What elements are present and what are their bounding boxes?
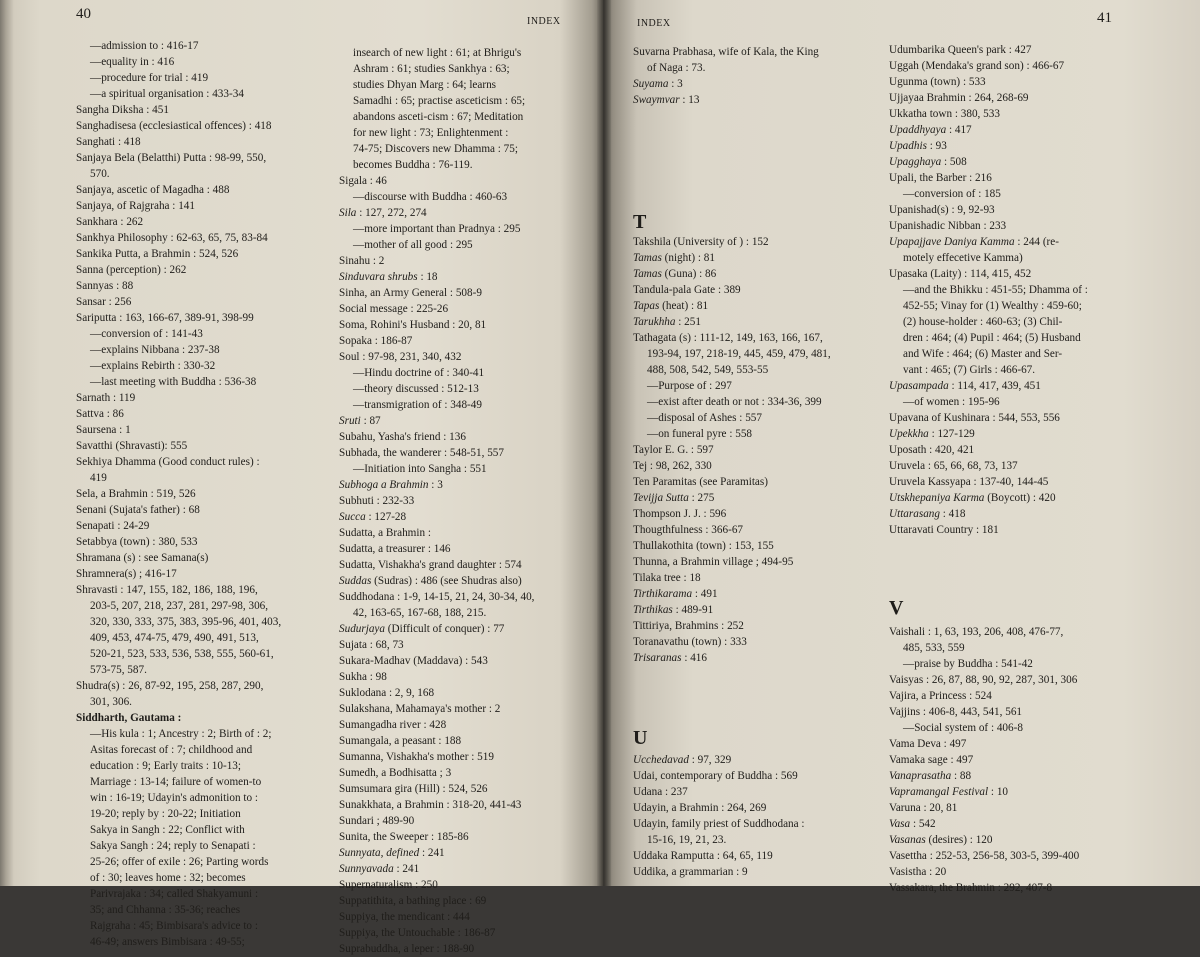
- index-entry: Tirthikas : 489-91: [633, 604, 714, 616]
- index-entry: Sanna (perception) : 262: [76, 264, 187, 276]
- index-entry: Asitas forecast of : 7; childhood and: [90, 744, 253, 756]
- index-entry: motely effecetive Kamma): [903, 252, 1023, 264]
- index-entry: Uruvela Kassyapa : 137-40, 144-45: [889, 476, 1049, 488]
- right-page: [603, 0, 1200, 894]
- section-letter-u: U: [633, 727, 648, 749]
- index-entry: Saursena : 1: [76, 424, 131, 436]
- index-entry: Tapas (heat) : 81: [633, 300, 709, 312]
- index-entry: 301, 306.: [90, 696, 132, 708]
- index-entry: Sudurjaya (Difficult of conquer) : 77: [339, 623, 505, 635]
- index-entry: Shudra(s) : 26, 87-92, 195, 258, 287, 290,: [76, 680, 264, 692]
- index-entry: Vapramangal Festival : 10: [889, 786, 1009, 798]
- index-entry: 193-94, 197, 218-19, 445, 459, 479, 481,: [647, 348, 831, 360]
- index-entry: Tandula-pala Gate : 389: [633, 284, 741, 296]
- index-column-right-1-top: [633, 44, 873, 108]
- index-entry: 74-75; Discovers new Dhamma : 75;: [353, 143, 518, 155]
- index-entry: 42, 163-65, 167-68, 188, 215.: [353, 607, 487, 619]
- index-entry: —equality in : 416: [90, 56, 175, 68]
- index-entry: 520-21, 523, 533, 536, 538, 555, 560-61,: [90, 648, 274, 660]
- index-entry: Ashram : 61; studies Sankhya : 63;: [353, 63, 510, 75]
- index-entry: Vaisyas : 26, 87, 88, 90, 92, 287, 301, 306: [889, 674, 1078, 686]
- index-entry: Supernaturalism : 250: [339, 879, 438, 891]
- index-entry: Sruti : 87: [339, 415, 381, 427]
- index-entry: Sukha : 98: [339, 671, 387, 683]
- index-entry: Uposath : 420, 421: [889, 444, 975, 456]
- index-entry: Sudatta, a Brahmin :: [339, 527, 431, 539]
- index-entry: Suddhodana : 1-9, 14-15, 21, 24, 30-34, 40,: [339, 591, 535, 603]
- index-entry: Thullakothita (town) : 153, 155: [633, 540, 774, 552]
- index-entry: Tevijja Sutta : 275: [633, 492, 715, 504]
- index-entry: Ucchedavad : 97, 329: [633, 754, 732, 766]
- index-entry: Sanghati : 418: [76, 136, 141, 148]
- index-entry: —of women : 195-96: [903, 396, 1000, 408]
- section-letter-v: V: [889, 597, 904, 619]
- index-entry: abandons asceti-cism : 67; Meditation: [353, 111, 524, 123]
- index-entry: win : 16-19; Udayin's admonition to :: [90, 792, 258, 804]
- index-entry: Vaishali : 1, 63, 193, 206, 408, 476-77,: [889, 626, 1064, 638]
- index-entry: studies Dhyan Marg : 64; learns: [353, 79, 497, 91]
- index-entry: Thunna, a Brahmin village ; 494-95: [633, 556, 794, 568]
- index-entry: Sudatta, Vishakha's grand daughter : 574: [339, 559, 522, 571]
- running-head-right: INDEX: [637, 18, 671, 29]
- index-entry: Udayin, a Brahmin : 264, 269: [633, 802, 767, 814]
- index-entry: Siddharth, Gautama :: [76, 712, 182, 724]
- index-column-left-2: [339, 45, 573, 957]
- index-entry: Swaymvar : 13: [633, 94, 700, 106]
- index-entry: Suppatithita, a bathing place : 69: [339, 895, 487, 907]
- index-entry: Upapajjave Daniya Kamma : 244 (re-: [889, 236, 1059, 248]
- index-entry: Vama Deva : 497: [889, 738, 967, 750]
- index-entry: Udai, contemporary of Buddha : 569: [633, 770, 798, 782]
- index-entry: Shramnera(s) ; 416-17: [76, 568, 177, 580]
- index-entry: Rajgraha : 45; Bimbisara's advice to :: [90, 920, 258, 932]
- section-letter-t: T: [633, 211, 647, 233]
- index-entry: vant : 465; (7) Girls : 466-67.: [903, 364, 1036, 376]
- index-entry: Suddas (Sudras) : 486 (see Shudras also): [339, 575, 522, 587]
- index-entry: Upavana of Kushinara : 544, 553, 556: [889, 412, 1060, 424]
- index-entry: 320, 330, 333, 375, 383, 395-96, 401, 403,: [90, 616, 282, 628]
- index-entry: Sakya Sangh : 24; reply to Senapati :: [90, 840, 256, 852]
- index-entry: Sumsumara gira (Hill) : 524, 526: [339, 783, 488, 795]
- index-entry: Vassakara, the Brahmin : 292, 407-8: [889, 882, 1053, 894]
- index-entry: Sattva : 86: [76, 408, 124, 420]
- index-entry: Uttarasang : 418: [889, 508, 966, 520]
- index-entry: Sela, a Brahmin : 519, 526: [76, 488, 196, 500]
- index-entry: Suppiya, the Untouchable : 186-87: [339, 927, 496, 939]
- index-entry: of Naga : 73.: [647, 62, 706, 74]
- index-entry: 409, 453, 474-75, 479, 490, 491, 513,: [90, 632, 259, 644]
- index-column-left-1: [76, 38, 308, 950]
- index-entry: Sujata : 68, 73: [339, 639, 404, 651]
- index-entry: and Wife : 464; (6) Master and Ser-: [903, 348, 1063, 360]
- index-entry: for new light : 73; Enlightenment :: [353, 127, 509, 139]
- index-entry: 570.: [90, 168, 110, 180]
- index-entry: Sukara-Madhav (Maddava) : 543: [339, 655, 488, 667]
- index-entry: Samadhi : 65; practise asceticism : 65;: [353, 95, 526, 107]
- index-entry: Sila : 127, 272, 274: [339, 207, 427, 219]
- page-number-right: 41: [1097, 10, 1112, 26]
- index-entry: —discourse with Buddha : 460-63: [353, 191, 508, 203]
- index-entry: Vajira, a Princess : 524: [889, 690, 992, 702]
- index-entry: Sanjaya, ascetic of Magadha : 488: [76, 184, 230, 196]
- index-entry: Sinduvara shrubs : 18: [339, 271, 438, 283]
- index-entry: Uruvela : 65, 66, 68, 73, 137: [889, 460, 1018, 472]
- index-entry: Sarnath : 119: [76, 392, 136, 404]
- index-entry: Tirthikarama : 491: [633, 588, 718, 600]
- index-entry: (2) house-holder : 460-63; (3) Chil-: [903, 316, 1063, 328]
- index-entry: Upekkha : 127-129: [889, 428, 975, 440]
- index-entry: Sakya in Sangh : 22; Conflict with: [90, 824, 245, 836]
- index-entry: Taylor E. G. : 597: [633, 444, 714, 456]
- index-entry: Sunakkhata, a Brahmin : 318-20, 441-43: [339, 799, 522, 811]
- index-entry: —a spiritual organisation : 433-34: [90, 88, 244, 100]
- index-entry: Upagghaya : 508: [889, 156, 967, 168]
- index-entry: Vamaka sage : 497: [889, 754, 974, 766]
- index-entry: 419: [90, 472, 107, 484]
- index-entry: Upanishad(s) : 9, 92-93: [889, 204, 995, 216]
- index-entry: Varuna : 20, 81: [889, 802, 958, 814]
- index-entry: Tamas (night) : 81: [633, 252, 715, 264]
- index-entry: —explains Nibbana : 237-38: [90, 344, 220, 356]
- index-entry: Vasanas (desires) : 120: [889, 834, 993, 846]
- index-entry: Upaddhyaya : 417: [889, 124, 972, 136]
- index-entry: Sinha, an Army General : 508-9: [339, 287, 482, 299]
- index-entry: Sumangadha river : 428: [339, 719, 447, 731]
- index-entry: Sunnyata, defined : 241: [339, 847, 445, 859]
- index-entry: Upasampada : 114, 417, 439, 451: [889, 380, 1041, 392]
- index-entry: Vasistha : 20: [889, 866, 947, 878]
- index-entry: insearch of new light : 61; at Bhrigu's: [353, 47, 522, 59]
- page-number-left: 40: [76, 6, 91, 22]
- index-entry: 35; and Chhanna : 35-36; reaches: [90, 904, 241, 916]
- index-entry: Subhoga a Brahmin : 3: [339, 479, 443, 491]
- index-entry: Suppiya, the mendicant : 444: [339, 911, 470, 923]
- index-entry: Udana : 237: [633, 786, 688, 798]
- index-entry: —transmigration of : 348-49: [353, 399, 482, 411]
- index-entry: Upasaka (Laity) : 114, 415, 452: [889, 268, 1032, 280]
- index-entry: Suprabuddha, a leper : 188-90: [339, 943, 475, 955]
- index-entry: Sundari ; 489-90: [339, 815, 415, 827]
- index-entry: —conversion of : 141-43: [90, 328, 203, 340]
- index-entry: —Social system of : 406-8: [903, 722, 1023, 734]
- index-entry: —Initiation into Sangha : 551: [353, 463, 487, 475]
- index-entry: Takshila (University of ) : 152: [633, 236, 769, 248]
- index-entry: Upali, the Barber : 216: [889, 172, 992, 184]
- index-entry: 573-75, 587.: [90, 664, 147, 676]
- index-entry: 19-20; reply by : 20-22; Initiation: [90, 808, 241, 820]
- index-entry: 203-5, 207, 218, 237, 281, 297-98, 306,: [90, 600, 269, 612]
- index-entry: Succa : 127-28: [339, 511, 407, 523]
- index-entry: Sumangala, a peasant : 188: [339, 735, 462, 747]
- index-entry: —procedure for trial : 419: [90, 72, 209, 84]
- index-entry: dren : 464; (4) Pupil : 464; (5) Husband: [903, 332, 1081, 344]
- index-entry: Vasettha : 252-53, 256-58, 303-5, 399-400: [889, 850, 1080, 862]
- index-entry: 46-49; answers Bimbisara : 49-55;: [90, 936, 245, 948]
- index-entry: Senapati : 24-29: [76, 520, 150, 532]
- index-entry: 485, 533, 559: [903, 642, 965, 654]
- index-entry: 25-26; offer of exile : 26; Parting words: [90, 856, 269, 868]
- index-entry: Subhada, the wanderer : 548-51, 557: [339, 447, 504, 459]
- index-entry: Ugunma (town) : 533: [889, 76, 986, 88]
- index-entry: Marriage : 13-14; failure of women-to: [90, 776, 262, 788]
- index-entry: Sankika Putta, a Brahmin : 524, 526: [76, 248, 239, 260]
- index-entry: Tathagata (s) : 111-12, 149, 163, 166, 167,: [633, 332, 823, 344]
- index-entry: Soul : 97-98, 231, 340, 432: [339, 351, 462, 363]
- index-entry: Vanaprasatha : 88: [889, 770, 972, 782]
- index-entry: Setabbya (town) : 380, 533: [76, 536, 198, 548]
- index-entry: Trisaranas : 416: [633, 652, 707, 664]
- index-column-right-2: [889, 42, 1149, 538]
- index-entry: Tamas (Guna) : 86: [633, 268, 717, 280]
- index-entry: becomes Buddha : 76-119.: [353, 159, 473, 171]
- index-entry: —and the Bhikku : 451-55; Dhamma of :: [903, 284, 1088, 296]
- index-entry: —conversion of : 185: [903, 188, 1001, 200]
- index-entry: Thougthfulness : 366-67: [633, 524, 744, 536]
- running-head-left: INDEX: [527, 16, 561, 27]
- index-entry: Sansar : 256: [76, 296, 132, 308]
- index-entry: Utskhepaniya Karma (Boycott) : 420: [889, 492, 1056, 504]
- index-entry: Uddika, a grammarian : 9: [633, 866, 748, 878]
- index-entry: Sanjaya, of Rajgraha : 141: [76, 200, 195, 212]
- index-entry: Shramana (s) : see Samana(s): [76, 552, 209, 564]
- index-entry: —on funeral pyre : 558: [647, 428, 753, 440]
- index-entry: —mother of all good : 295: [353, 239, 473, 251]
- index-entry: Vajjins : 406-8, 443, 541, 561: [889, 706, 1023, 718]
- index-entry: —theory discussed : 512-13: [353, 383, 479, 395]
- index-entry: Udayin, family priest of Suddhodana :: [633, 818, 805, 830]
- index-entry: Savatthi (Shravasti): 555: [76, 440, 188, 452]
- index-entry: Sigala : 46: [339, 175, 387, 187]
- index-entry: Ujjayaa Brahmin : 264, 268-69: [889, 92, 1029, 104]
- index-column-right-2-v: [889, 624, 1149, 896]
- index-entry: Ukkatha town : 380, 533: [889, 108, 1000, 120]
- index-entry: Sanghadisesa (ecclesiastical offences) : 418: [76, 120, 272, 132]
- index-entry: —more important than Pradnya : 295: [353, 223, 521, 235]
- index-entry: —exist after death or not : 334-36, 399: [647, 396, 822, 408]
- index-entry: —Hindu doctrine of : 340-41: [353, 367, 485, 379]
- index-entry: Sudatta, a treasurer : 146: [339, 543, 451, 555]
- index-entry: Thompson J. J. : 596: [633, 508, 727, 520]
- index-entry: Tej : 98, 262, 330: [633, 460, 712, 472]
- index-entry: Suyama : 3: [633, 78, 683, 90]
- index-entry: Sangha Diksha : 451: [76, 104, 169, 116]
- index-entry: —praise by Buddha : 541-42: [903, 658, 1033, 670]
- index-entry: Social message : 225-26: [339, 303, 449, 315]
- index-entry: Parivrajaka : 34; called Shakyamuni :: [90, 888, 259, 900]
- index-column-right-1-t: [633, 234, 889, 666]
- index-entry: Soma, Rohini's Husband : 20, 81: [339, 319, 487, 331]
- book-spine-shadow: [597, 0, 611, 886]
- index-entry: —admission to : 416-17: [90, 40, 199, 52]
- index-entry: Sannyas : 88: [76, 280, 134, 292]
- index-entry: of : 30; leaves home : 32; becomes: [90, 872, 246, 884]
- index-entry: Sankhya Philosophy : 62-63, 65, 75, 83-84: [76, 232, 268, 244]
- index-entry: Sumanna, Vishakha's mother : 519: [339, 751, 494, 763]
- index-entry: Tarukhha : 251: [633, 316, 701, 328]
- index-entry: Uddaka Ramputta : 64, 65, 119: [633, 850, 773, 862]
- index-entry: Vasa : 542: [889, 818, 936, 830]
- index-entry: education : 9; Early traits : 10-13;: [90, 760, 241, 772]
- index-entry: Uttaravati Country : 181: [889, 524, 999, 536]
- index-entry: Shravasti : 147, 155, 182, 186, 188, 196,: [76, 584, 258, 596]
- index-entry: Suklodana : 2, 9, 168: [339, 687, 435, 699]
- index-entry: —Purpose of : 297: [647, 380, 732, 392]
- index-entry: Subahu, Yasha's friend : 136: [339, 431, 466, 443]
- index-entry: —last meeting with Buddha : 536-38: [90, 376, 257, 388]
- index-entry: Sumedh, a Bodhisatta ; 3: [339, 767, 452, 779]
- index-entry: Suvarna Prabhasa, wife of Kala, the King: [633, 46, 819, 58]
- index-entry: Tilaka tree : 18: [633, 572, 701, 584]
- index-entry: Upanishadic Nibban : 233: [889, 220, 1007, 232]
- index-entry: Sariputta : 163, 166-67, 389-91, 398-99: [76, 312, 254, 324]
- index-column-right-1-u: [633, 752, 889, 880]
- index-entry: Uggah (Mendaka's grand son) : 466-67: [889, 60, 1065, 72]
- index-entry: —explains Rebirth : 330-32: [90, 360, 216, 372]
- index-entry: Toranavathu (town) : 333: [633, 636, 747, 648]
- index-entry: Sunita, the Sweeper : 185-86: [339, 831, 469, 843]
- index-entry: Udumbarika Queen's park : 427: [889, 44, 1032, 56]
- index-entry: —disposal of Ashes : 557: [647, 412, 762, 424]
- index-entry: Tittiriya, Brahmins : 252: [633, 620, 744, 632]
- index-entry: Senani (Sujata's father) : 68: [76, 504, 200, 516]
- index-entry: Subhuti : 232-33: [339, 495, 415, 507]
- index-entry: Sankhara : 262: [76, 216, 144, 228]
- index-entry: Sunnyavada : 241: [339, 863, 420, 875]
- index-entry: 15-16, 19, 21, 23.: [647, 834, 727, 846]
- index-entry: —His kula : 1; Ancestry : 2; Birth of : 2;: [90, 728, 272, 740]
- index-entry: Sulakshana, Mahamaya's mother : 2: [339, 703, 501, 715]
- index-entry: 452-55; Vinay for (1) Wealthy : 459-60;: [903, 300, 1082, 312]
- index-entry: 488, 508, 542, 549, 553-55: [647, 364, 769, 376]
- index-entry: Sekhiya Dhamma (Good conduct rules) :: [76, 456, 260, 468]
- index-entry: Ten Paramitas (see Paramitas): [633, 476, 768, 488]
- index-entry: Sinahu : 2: [339, 255, 385, 267]
- index-entry: Sopaka : 186-87: [339, 335, 413, 347]
- index-entry: Upadhis : 93: [889, 140, 947, 152]
- index-entry: Sanjaya Bela (Belatthi) Putta : 98-99, 550,: [76, 152, 267, 164]
